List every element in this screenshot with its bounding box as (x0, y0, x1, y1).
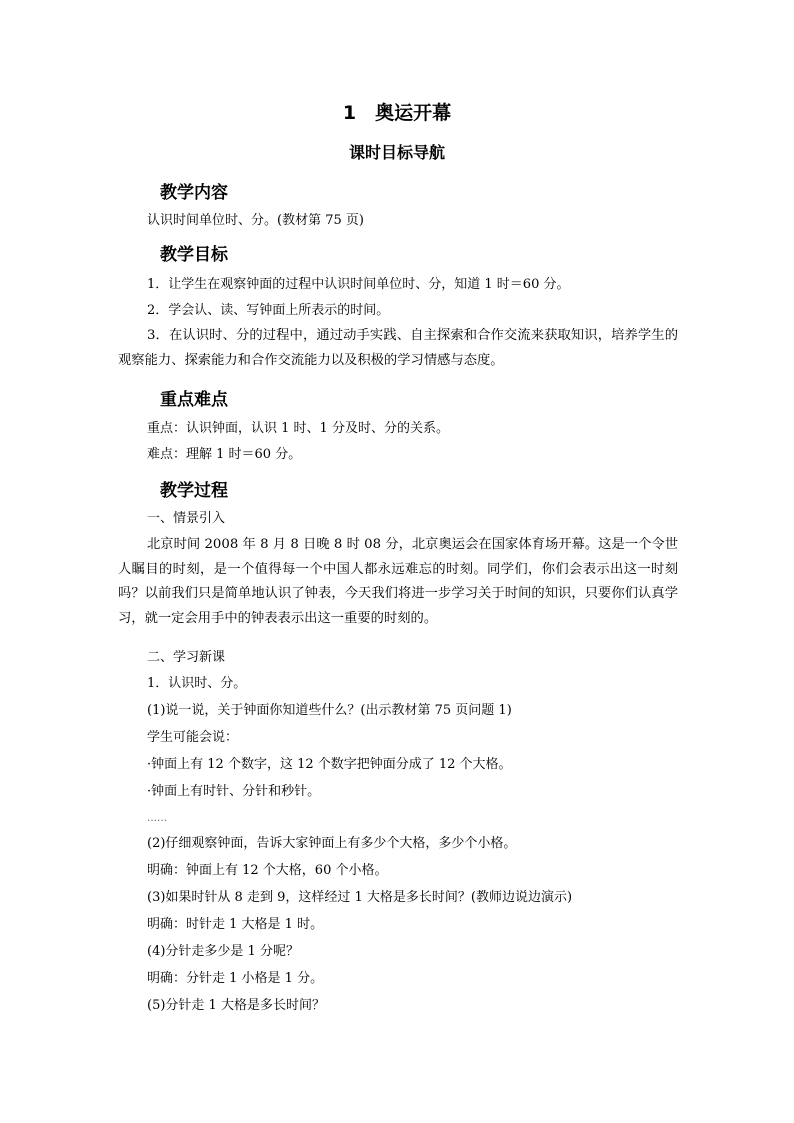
heading-process: 教学过程 (160, 481, 228, 501)
part1-title: 一、情景引入 (147, 511, 226, 526)
page-subtitle: 课时目标导航 (348, 143, 445, 162)
question-4: (4)分针走多少是 1 分呢？ (147, 944, 299, 959)
question-5: (5)分针走 1 大格是多长时间？ (147, 998, 325, 1013)
content-text: 认识时间单位时、分。(教材第 75 页) (147, 213, 364, 228)
question-1: (1)说一说，关于钟面你知道些什么？(出示教材第 75 页问题 1) (147, 703, 512, 718)
ellipsis: …… (147, 813, 167, 824)
answer-bullet-2: ·钟面上有时针、分针和秒针。 (147, 784, 321, 799)
heading-goals: 教学目标 (160, 245, 228, 265)
question-2: (2)仔细观察钟面，告诉大家钟面上有多少个大格，多少个小格。 (147, 836, 517, 851)
heading-key-points: 重点难点 (160, 390, 228, 410)
answer-3: 明确：时针走 1 大格是 1 时。 (147, 917, 324, 932)
question-3: (3)如果时针从 8 走到 9，这样经过 1 大格是多长时间？(教师边说边演示) (147, 890, 573, 905)
page-title: 1 奥运开幕 (342, 102, 452, 124)
part1-text: 北京时间 2008 年 8 月 8 日晚 8 时 08 分，北京奥运会在国家体育场开幕。这是一个令世人瞩目的时刻，是一个值得每一个中国人都永远难忘的时刻。同学们，你们会表示出这一时刻吗？以前我们只是简单地认识了钟表，今天我们将进一步学习关于时间的知识，只要你们认真学习，就一定会用手中的钟表表示出这一重要的时刻的。 (118, 537, 678, 626)
key-point: 重点：认识钟面，认识 1 时、1 分及时、分的关系。 (147, 421, 449, 436)
difficult-point: 难点：理解 1 时＝60 分。 (147, 447, 302, 462)
question-1-lead: 学生可能会说： (147, 730, 239, 745)
answer-2: 明确：钟面上有 12 个大格，60 个小格。 (147, 863, 388, 878)
goal-3: 3．在认识时、分的过程中，通过动手实践、自主探索和合作交流来获取知识，培养学生的观察能力、探索能力和合作交流能力以及积极的学习情感与态度。 (118, 328, 678, 368)
heading-content: 教学内容 (160, 183, 228, 203)
step1-title: 1．认识时、分。 (147, 676, 247, 691)
goal-2: 2．学会认、读、写钟面上所表示的时间。 (147, 303, 390, 318)
part2-title: 二、学习新课 (147, 650, 226, 665)
answer-4: 明确：分针走 1 小格是 1 分。 (147, 971, 324, 986)
answer-bullet-1: ·钟面上有 12 个数字，这 12 个数字把钟面分成了 12 个大格。 (147, 757, 512, 772)
goal-1: 1．让学生在观察钟面的过程中认识时间单位时、分，知道 1 时＝60 分。 (147, 277, 570, 292)
